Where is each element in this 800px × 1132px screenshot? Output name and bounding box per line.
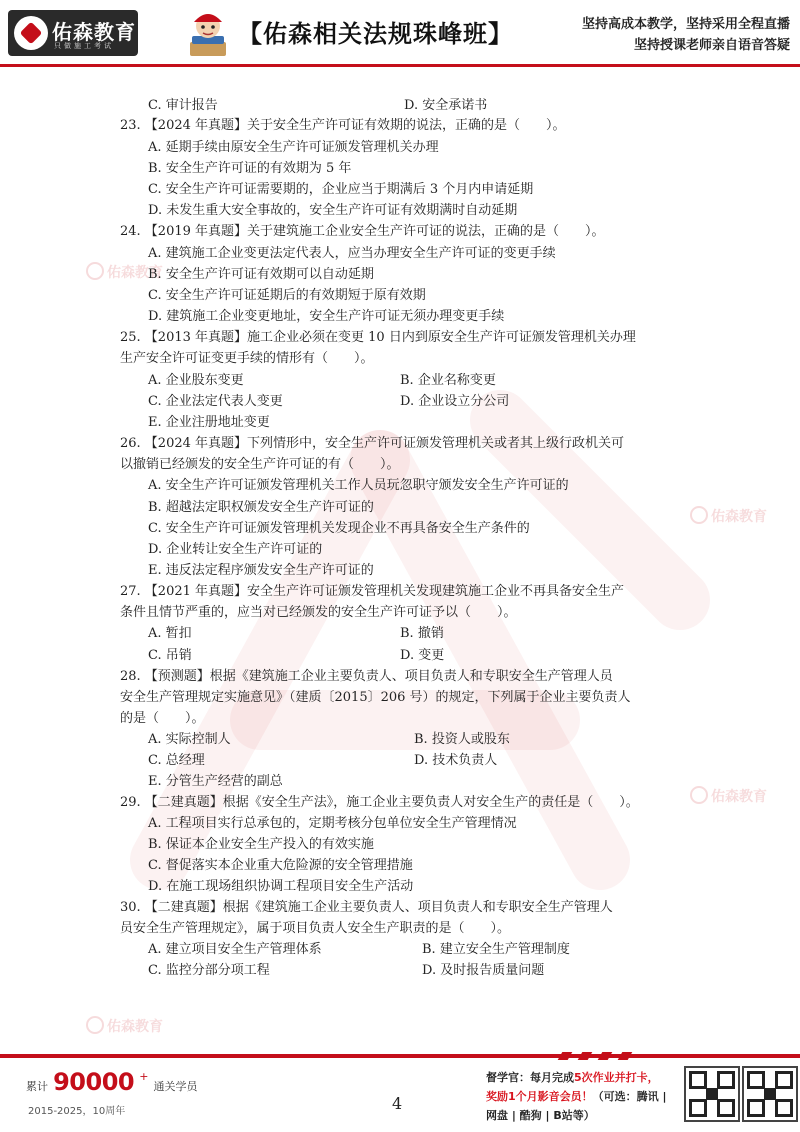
option-line: B. 建立安全生产管理制度 (422, 942, 570, 957)
watermark-text: 佑森教育 (711, 789, 767, 805)
option-line: A. 建筑施工企业变更法定代表人，应当办理安全生产许可证的变更手续 (148, 246, 556, 261)
option-line: C. 总经理 (148, 753, 205, 768)
option-line: A. 延期手续由原安全生产许可证颁发管理机关办理 (148, 140, 439, 155)
count-suffix: 通关学员 (153, 1080, 198, 1093)
option-line: A. 实际控制人 (148, 732, 231, 747)
question-line: 28. 【预测题】根据《建筑施工企业主要负责人、项目负责人和专职安全生产管理人员 (120, 669, 613, 684)
option-line: C. 监控分部分项工程 (148, 963, 270, 978)
promo-line-2b: （可选：腾讯 | (592, 1090, 667, 1103)
slogan-line-2: 坚持授课老师亲自语音答疑 (633, 38, 790, 53)
option-line: C. 安全生产许可证需要期的，企业应当于期满后 3 个月内申请延期 (148, 182, 534, 197)
question-line: 安全生产管理规定实施意见》（建质〔2015〕206 号）的规定，下列属于企业主要负责人 (120, 690, 631, 705)
option-line: C. 审计报告 (148, 98, 218, 113)
watermark-text: 佑森教育 (711, 509, 767, 525)
page-title: 【佑森相关法规珠峰班】 (238, 20, 513, 48)
header-slogan (582, 14, 790, 56)
watermark-small (690, 786, 767, 806)
logo-mark-icon (14, 16, 48, 50)
option-line: D. 技术负责人 (414, 753, 498, 768)
option-line: C. 安全生产许可证延期后的有效期短于原有效期 (148, 288, 426, 303)
option-line: E. 分管生产经营的副总 (148, 774, 283, 789)
option-line: D. 变更 (400, 648, 445, 663)
option-line: B. 超越法定职权颁发安全生产许可证的 (148, 500, 374, 515)
question-line: 25. 【2013 年真题】施工企业必须在变更 10 日内到原安全生产许可证颁发管理机关办理 (120, 330, 636, 345)
question-line: 24. 【2019 年真题】关于建筑施工企业安全生产许可证的说法，正确的是（ ）。 (120, 224, 605, 239)
mascot-icon (180, 6, 236, 62)
promo-text (486, 1068, 672, 1125)
watermark-small (86, 1016, 163, 1036)
option-line: D. 安全承诺书 (404, 98, 488, 113)
option-line: A. 建立项目安全生产管理体系 (148, 942, 322, 957)
option-line: E. 企业注册地址变更 (148, 415, 270, 430)
option-line: D. 在施工现场组织协调工程项目安全生产活动 (148, 879, 414, 894)
option-line: A. 暂扣 (148, 626, 192, 641)
option-line: B. 投资人或股东 (414, 732, 510, 747)
option-line: C. 督促落实本企业重大危险源的安全管理措施 (148, 858, 413, 873)
student-count (26, 1068, 198, 1096)
promo-line-2a: 奖励1个月影音会员！ (486, 1090, 593, 1103)
option-line: E. 违反法定程序颁发安全生产许可证的 (148, 563, 374, 578)
watermark-small (690, 506, 767, 526)
question-line: 23. 【2024 年真题】关于安全生产许可证有效期的说法，正确的是（ ）。 (120, 118, 566, 133)
question-line: 26. 【2024 年真题】下列情形中，安全生产许可证颁发管理机关或者其上级行政机关可 (120, 436, 625, 451)
option-line: A. 工程项目实行总承包的，定期考核分包单位安全生产管理情况 (148, 816, 517, 831)
watermark-text: 佑森教育 (107, 1019, 163, 1035)
option-line: A. 安全生产许可证颁发管理机关工作人员玩忽职守颁发安全生产许可证的 (148, 478, 569, 493)
page-number: 4 (392, 1094, 403, 1113)
question-line: 以撤销已经颁发的安全生产许可证的有（ ）。 (120, 457, 400, 472)
option-line: C. 吊销 (148, 648, 192, 663)
option-line: D. 未发生重大安全事故的，安全生产许可证有效期满时自动延期 (148, 203, 518, 218)
count-number: 90000 (53, 1068, 135, 1096)
option-line: B. 安全生产许可证的有效期为 5 年 (148, 161, 352, 176)
option-line: B. 保证本企业安全生产投入的有效实施 (148, 837, 374, 852)
option-line: D. 建筑施工企业变更地址，安全生产许可证无须办理变更手续 (148, 309, 505, 324)
footer-divider (0, 1052, 800, 1060)
question-line: 29. 【二建真题】根据《安全生产法》，施工企业主要负责人对安全生产的责任是（ ）。 (120, 795, 639, 810)
count-prefix: 累计 (26, 1080, 48, 1093)
qr-code-icon (742, 1066, 798, 1122)
option-line: A. 企业股东变更 (148, 373, 244, 388)
slogan-line-1: 坚持高成本教学，坚持采用全程直播 (581, 17, 790, 32)
question-line: 生产安全许可证变更手续的情形有（ ）。 (120, 351, 374, 366)
option-line: B. 撤销 (400, 626, 444, 641)
option-line: D. 企业转让安全生产许可证的 (148, 542, 323, 557)
option-line: B. 安全生产许可证有效期可以自动延期 (148, 267, 374, 282)
promo-line-1b: 5次作业并打卡 (574, 1071, 648, 1084)
option-line: B. 企业名称变更 (400, 373, 496, 388)
promo-line-3: 网盘 | 酷狗 | B站等） (486, 1109, 595, 1122)
question-line: 的是（ ）。 (120, 711, 205, 726)
promo-line-1c: ， (647, 1071, 659, 1084)
option-line: D. 企业设立分公司 (400, 394, 510, 409)
logo-subtitle: 只做施工考试 (54, 42, 114, 50)
logo-name: 佑森教育 (52, 20, 136, 44)
option-line: D. 及时报告质量问题 (422, 963, 545, 978)
brand-logo (8, 10, 138, 56)
question-line: 条件且情节严重的，应当对已经颁发的安全生产许可证予以（ ）。 (120, 605, 517, 620)
watermark-text: 佑森教育 (107, 265, 163, 281)
qr-code-icon (684, 1066, 740, 1122)
count-plus: + (139, 1070, 149, 1083)
header-divider (0, 64, 800, 67)
question-line: 30. 【二建真题】根据《建筑施工企业主要负责人、项目负责人和专职安全生产管理人 (120, 900, 613, 915)
question-line: 27. 【2021 年真题】安全生产许可证颁发管理机关发现建筑施工企业不再具备安全生产 (120, 584, 625, 599)
option-line: C. 企业法定代表人变更 (148, 394, 283, 409)
anniversary-years: 2015-2025，10周年 (28, 1106, 126, 1117)
question-line: 员安全生产管理规定》，属于项目负责人安全生产职责的是（ ）。 (120, 921, 511, 936)
option-line: C. 安全生产许可证颁发管理机关发现企业不再具备安全生产条件的 (148, 521, 530, 536)
page-header (0, 0, 800, 70)
promo-line-1a: 督学官：每月完成 (486, 1071, 574, 1084)
